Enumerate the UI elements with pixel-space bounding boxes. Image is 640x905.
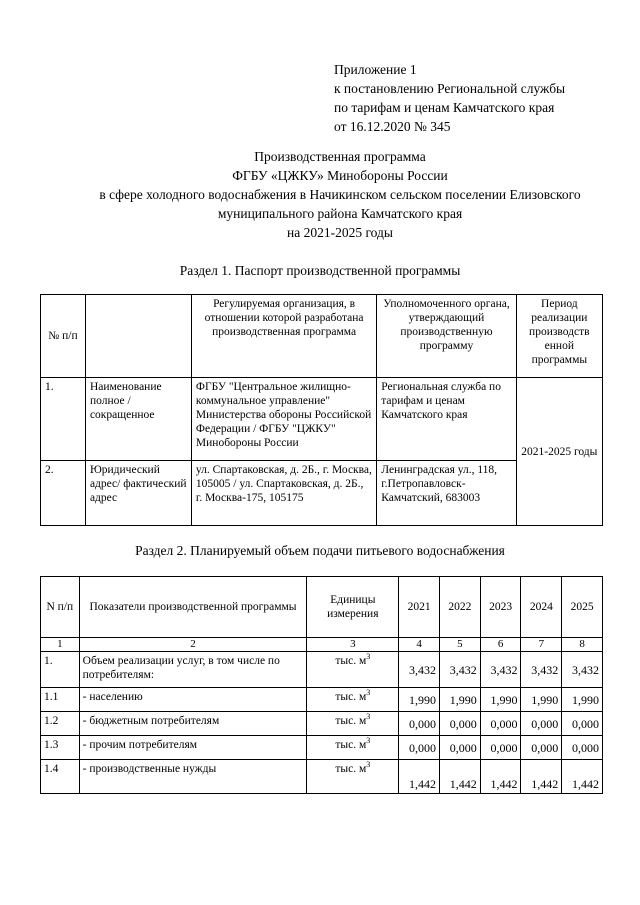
row-value: 1,442 xyxy=(480,760,521,794)
row-value: 1,442 xyxy=(440,760,481,794)
column-index: 2 xyxy=(79,638,307,652)
row-unit xyxy=(307,736,399,760)
column-index: 3 xyxy=(307,638,399,652)
row-unit xyxy=(307,688,399,712)
row-unit xyxy=(307,760,399,794)
row-name: Объем реализации услуг, в том числе по потребителям: xyxy=(79,652,307,688)
row-value: 3,432 xyxy=(399,652,440,688)
header-year: 2024 xyxy=(521,577,562,638)
document-title xyxy=(40,147,640,242)
row-org: ул. Спартаковская, д. 2Б., г. Москва, 105005 / ул. Спартаковская, д. 2Б., г. Москва-175, 105175 xyxy=(191,461,376,526)
unit-label: тыс. м xyxy=(335,715,367,727)
row-value: 3,432 xyxy=(440,652,481,688)
row-value: 0,000 xyxy=(480,736,521,760)
header-year: 2021 xyxy=(399,577,440,638)
row-num: 1. xyxy=(41,378,86,461)
row-value: 0,000 xyxy=(521,736,562,760)
header-year: 2022 xyxy=(440,577,481,638)
passport-table xyxy=(40,294,603,526)
row-num: 1.1 xyxy=(41,688,80,712)
row-value: 3,432 xyxy=(480,652,521,688)
table-row xyxy=(41,378,603,461)
section1-heading: Раздел 1. Паспорт производственной программы xyxy=(179,263,461,278)
section2-heading: Раздел 2. Планируемый объем подачи питьевого водоснабжения xyxy=(135,543,505,558)
row-num: 1.2 xyxy=(41,712,80,736)
row-value: 1,442 xyxy=(521,760,562,794)
volume-table xyxy=(40,576,603,794)
column-index: 8 xyxy=(562,638,603,652)
header-num: № п/п xyxy=(41,295,86,378)
title-line: на 2021-2025 годы xyxy=(287,225,393,240)
row-value: 1,990 xyxy=(562,688,603,712)
header-period: Период реализации производств енной программы xyxy=(516,295,602,378)
column-index: 5 xyxy=(440,638,481,652)
row-num: 2. xyxy=(41,461,86,526)
header-year: 2023 xyxy=(480,577,521,638)
header-unit: Единицы измерения xyxy=(307,577,399,638)
row-value: 3,432 xyxy=(562,652,603,688)
column-index: 7 xyxy=(521,638,562,652)
table-row xyxy=(41,760,603,794)
title-line: муниципального района Камчатского края xyxy=(217,206,463,221)
row-value: 1,442 xyxy=(399,760,440,794)
row-value: 1,990 xyxy=(480,688,521,712)
unit-sup: 3 xyxy=(366,736,371,746)
header-name xyxy=(85,295,191,378)
appendix-line: от 16.12.2020 № 345 xyxy=(334,119,451,134)
unit-sup: 3 xyxy=(366,760,371,770)
row-name: - населению xyxy=(79,688,307,712)
unit-label: тыс. м xyxy=(335,739,367,751)
table-row xyxy=(41,712,603,736)
row-value: 0,000 xyxy=(521,712,562,736)
table-row xyxy=(41,652,603,688)
header-num: N п/п xyxy=(41,577,80,638)
row-value: 1,442 xyxy=(562,760,603,794)
row-name: Наименование полное / сокращенное xyxy=(85,378,191,461)
row-value: 3,432 xyxy=(521,652,562,688)
row-value: 1,990 xyxy=(440,688,481,712)
column-index: 6 xyxy=(480,638,521,652)
row-value: 0,000 xyxy=(399,736,440,760)
unit-label: тыс. м xyxy=(335,691,367,703)
title-line: ФГБУ «ЦЖКУ» Минобороны России xyxy=(232,168,448,183)
table-row xyxy=(41,736,603,760)
row-num: 1. xyxy=(41,652,80,688)
unit-sup: 3 xyxy=(366,688,371,698)
header-year: 2025 xyxy=(562,577,603,638)
row-value: 0,000 xyxy=(562,736,603,760)
title-line: Производственная программа xyxy=(254,149,426,164)
row-authority: Ленинградская ул., 118, г.Петропавловск-Камчатский, 683003 xyxy=(377,461,516,526)
row-org: ФГБУ "Центральное жилищно-коммунальное управление" Министерства обороны Российской Федерации / ФГБУ "ЦЖКУ" Минобороны России xyxy=(191,378,376,461)
unit-sup: 3 xyxy=(366,652,371,662)
row-num: 1.3 xyxy=(41,736,80,760)
row-value: 0,000 xyxy=(440,712,481,736)
row-value: 0,000 xyxy=(440,736,481,760)
row-value: 0,000 xyxy=(399,712,440,736)
column-index-row xyxy=(41,638,603,652)
appendix-line: Приложение 1 xyxy=(334,62,417,77)
period-value: 2021-2025 годы xyxy=(516,378,602,526)
appendix-line: по тарифам и ценам Камчатского края xyxy=(334,100,555,115)
column-index: 4 xyxy=(399,638,440,652)
row-unit xyxy=(307,652,399,688)
title-line: в сфере холодного водоснабжения в Начикинском сельском поселении Елизовского xyxy=(99,187,581,202)
row-name: Юридический адрес/ фактический адрес xyxy=(85,461,191,526)
table-header-row xyxy=(41,295,603,378)
row-value: 0,000 xyxy=(480,712,521,736)
row-num: 1.4 xyxy=(41,760,80,794)
appendix-line: к постановлению Региональной службы xyxy=(334,81,566,96)
header-indicator: Показатели производственной программы xyxy=(79,577,307,638)
row-name: - бюджетным потребителям xyxy=(79,712,307,736)
row-name: - прочим потребителям xyxy=(79,736,307,760)
row-value: 1,990 xyxy=(399,688,440,712)
column-index: 1 xyxy=(41,638,80,652)
row-value: 1,990 xyxy=(521,688,562,712)
unit-label: тыс. м xyxy=(335,763,367,775)
header-authority: Уполномоченного органа, утверждающий производственную программу xyxy=(377,295,516,378)
unit-sup: 3 xyxy=(366,712,371,722)
appendix-note xyxy=(334,60,565,136)
unit-label: тыс. м xyxy=(335,655,367,667)
row-authority: Региональная служба по тарифам и ценам Камчатского края xyxy=(377,378,516,461)
table-row xyxy=(41,688,603,712)
row-value: 0,000 xyxy=(562,712,603,736)
row-name: - производственные нужды xyxy=(79,760,307,794)
header-org: Регулируемая организация, в отношении которой разработана производственная программа xyxy=(191,295,376,378)
row-unit xyxy=(307,712,399,736)
table-header-row xyxy=(41,577,603,638)
